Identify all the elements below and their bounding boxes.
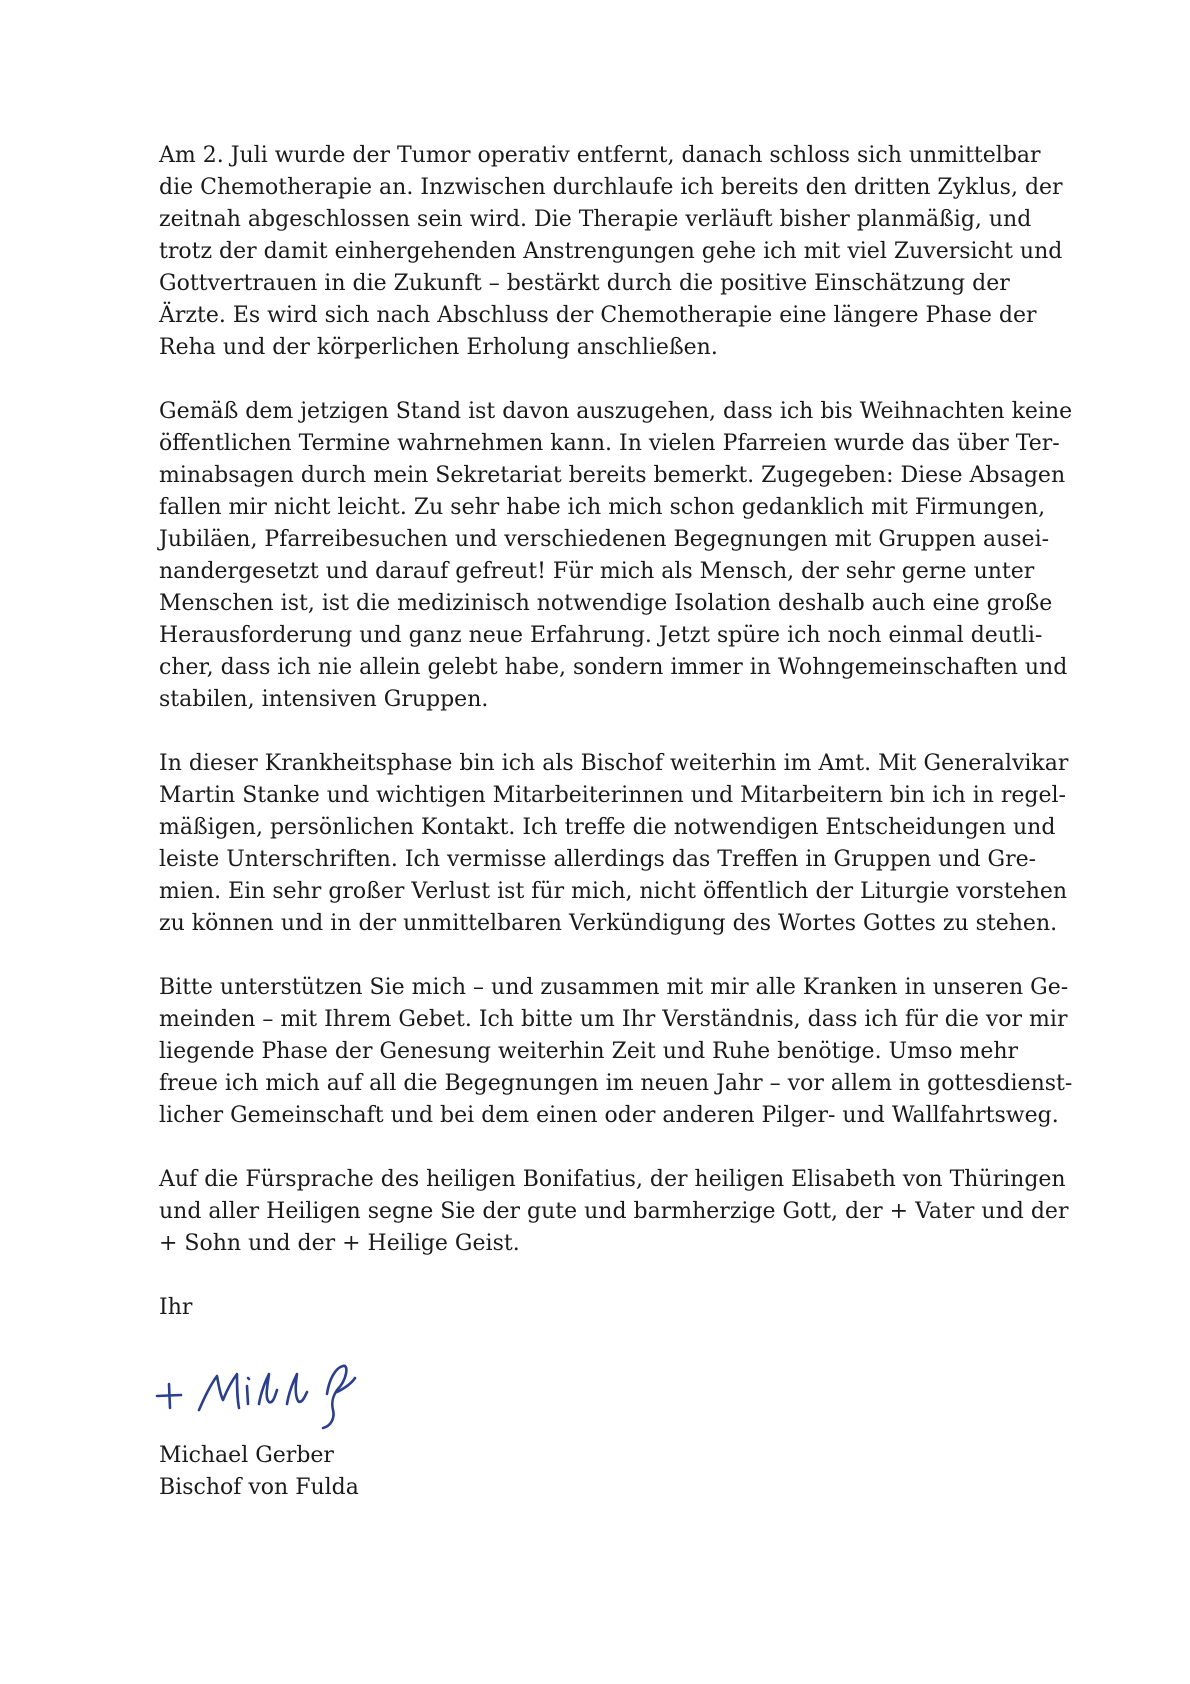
text-line: meinden – mit Ihrem Gebet. Ich bitte um Ihr Verständnis, dass ich für die vor mir — [159, 1007, 1068, 1032]
text-line: Menschen ist, ist die medizinisch notwendige Isolation deshalb auch eine große — [159, 591, 1053, 616]
text-line: mäßigen, persönlichen Kontakt. Ich treffe die notwendigen Entscheidungen und — [159, 815, 1056, 840]
handwritten-signature — [151, 1338, 391, 1434]
closing-salutation: Ihr — [159, 1295, 193, 1320]
text-line: cher, dass ich nie allein gelebt habe, sondern immer in Wohngemeinschaften und — [159, 655, 1068, 680]
text-line: trotz der damit einhergehenden Anstrengungen gehe ich mit viel Zuversicht und — [159, 239, 1063, 264]
text-line: mien. Ein sehr großer Verlust ist für mich, nicht öffentlich der Liturgie vorstehen — [159, 879, 1068, 904]
text-line: nandergesetzt und darauf gefreut! Für mich als Mensch, der sehr gerne unter — [159, 559, 1035, 584]
text-line: Herausforderung und ganz neue Erfahrung. Jetzt spüre ich noch einmal deutli- — [159, 623, 1043, 648]
letter-body — [159, 140, 1073, 1504]
text-line: Auf die Fürsprache des heiligen Bonifatius, der heiligen Elisabeth von Thüringen — [159, 1167, 1066, 1192]
paragraph-appointments — [159, 396, 1073, 716]
text-line: zu können und in der unmittelbaren Verkündigung des Wortes Gottes zu stehen. — [159, 911, 1058, 936]
text-line: In dieser Krankheitsphase bin ich als Bischof weiterhin im Amt. Mit Generalvikar — [159, 751, 1069, 776]
text-line: Am 2. Juli wurde der Tumor operativ entfernt, danach schloss sich unmittelbar — [159, 143, 1041, 168]
text-line: Reha und der körperlichen Erholung anschließen. — [159, 335, 718, 360]
text-line: licher Gemeinschaft und bei dem einen oder anderen Pilger- und Wallfahrtsweg. — [159, 1103, 1059, 1128]
text-line: und aller Heiligen segne Sie der gute und barmherzige Gott, der + Vater und der — [159, 1199, 1069, 1224]
text-line: Gemäß dem jetzigen Stand ist davon auszugehen, dass ich bis Weihnachten keine — [159, 399, 1073, 424]
text-line: Jubiläen, Pfarreibesuchen und verschiedenen Begegnungen mit Gruppen ausei- — [159, 527, 1050, 552]
text-line: leiste Unterschriften. Ich vermisse allerdings das Treffen in Gruppen und Gre- — [159, 847, 1037, 872]
paragraph-office — [159, 748, 1069, 940]
text-line: fallen mir nicht leicht. Zu sehr habe ich mich schon gedanklich mit Firmungen, — [159, 495, 1046, 520]
text-line: + Sohn und der + Heilige Geist. — [159, 1231, 520, 1256]
text-line: freue ich mich auf all die Begegnungen im neuen Jahr – vor allem in gottesdienst- — [159, 1071, 1073, 1096]
text-line: Gottvertrauen in die Zukunft – bestärkt durch die positive Einschätzung der — [159, 271, 1010, 296]
text-line: Bitte unterstützen Sie mich – und zusammen mit mir alle Kranken in unseren Ge- — [159, 975, 1069, 1000]
paragraph-blessing — [159, 1164, 1069, 1260]
text-line: stabilen, intensiven Gruppen. — [159, 687, 489, 712]
paragraph-prayer-request — [159, 972, 1073, 1132]
text-line: zeitnah abgeschlossen sein wird. Die Therapie verläuft bisher planmäßig, und — [159, 207, 1032, 232]
signer-title: Bischof von Fulda — [159, 1475, 359, 1500]
text-line: liegende Phase der Genesung weiterhin Zeit und Ruhe benötige. Umso mehr — [159, 1039, 1019, 1064]
text-line: die Chemotherapie an. Inzwischen durchlaufe ich bereits den dritten Zyklus, der — [159, 175, 1063, 200]
text-line: öffentlichen Termine wahrnehmen kann. In vielen Pfarreien wurde das über Ter- — [159, 431, 1060, 456]
paragraph-treatment — [159, 140, 1063, 364]
text-line: Ärzte. Es wird sich nach Abschluss der Chemotherapie eine längere Phase der — [159, 303, 1037, 328]
text-line: Martin Stanke und wichtigen Mitarbeiterinnen und Mitarbeitern bin ich in regel- — [159, 783, 1066, 808]
text-line: minabsagen durch mein Sekretariat bereits bemerkt. Zugegeben: Diese Absagen — [159, 463, 1066, 488]
signer-name: Michael Gerber — [159, 1443, 334, 1468]
